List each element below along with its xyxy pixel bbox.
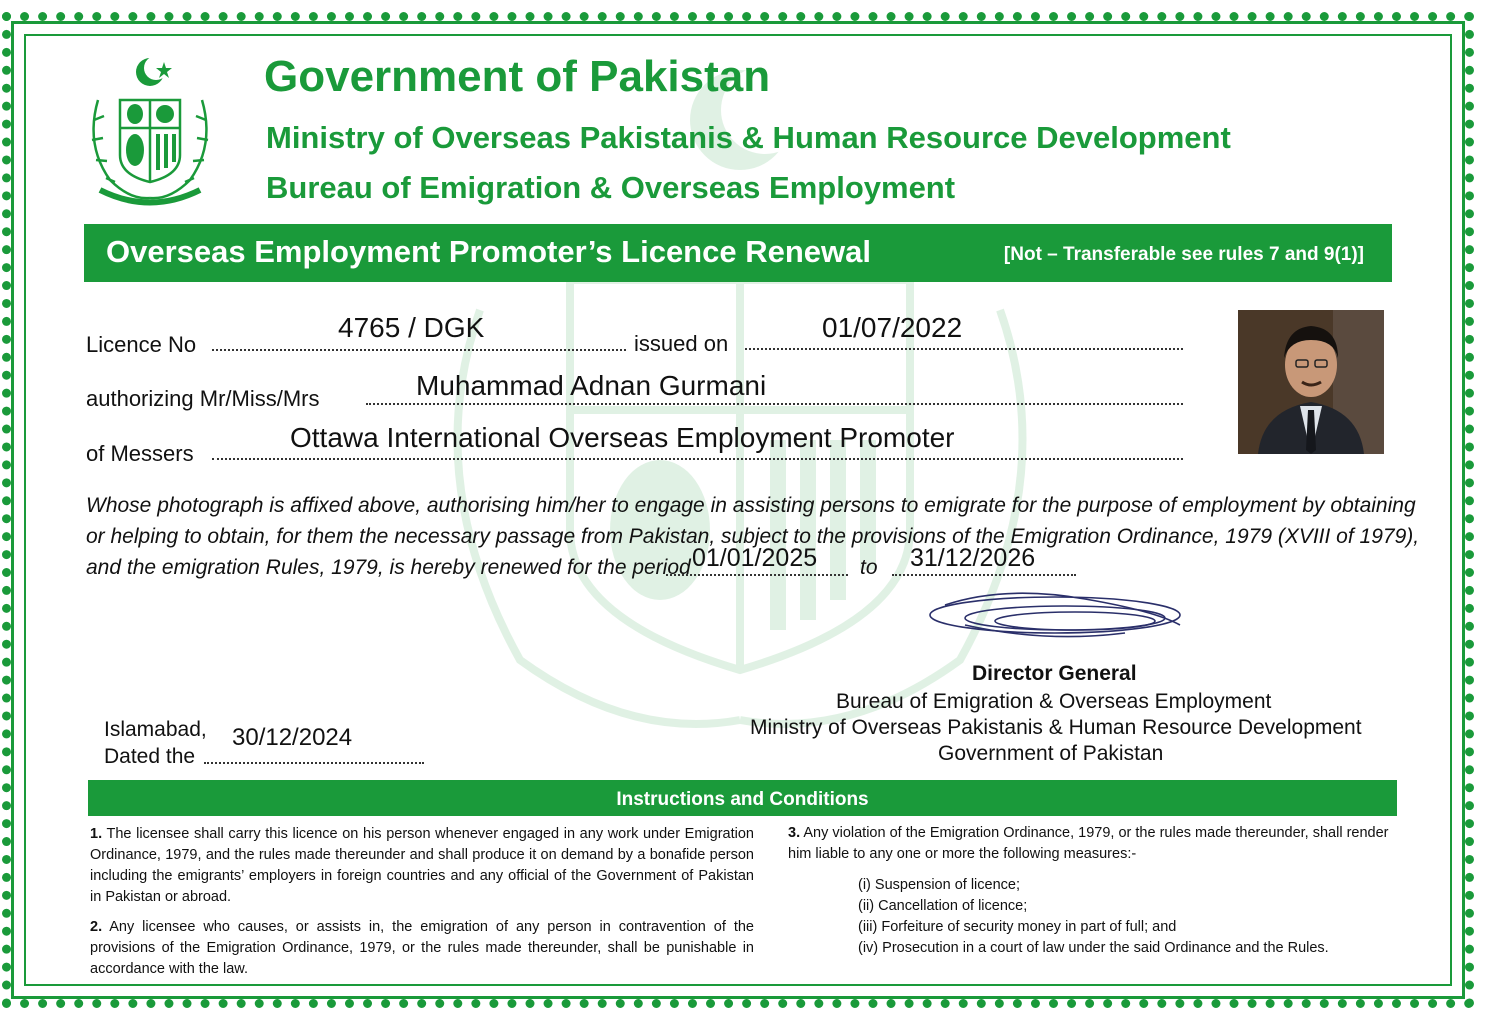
period-to-value: 31/12/2026 [910, 544, 1036, 572]
condition-1-text: The licensee shall carry this licence on his person whenever engaged in any work under Emigration Ordinance, 1979, and the rules made thereunder and shall produce it on demand by a bonafide person including the emigrants’ employers in foreign countries and any official of the Government of Pakistan in Pakistan or abroad. [90, 826, 754, 905]
banner-note: [Not – Transferable see rules 7 and 9(1)] [1003, 244, 1364, 265]
messers-dotted-line [212, 458, 1183, 460]
licence-no-label: Licence No [86, 332, 197, 357]
authorizing-label: authorizing Mr/Miss/Mrs [86, 386, 320, 411]
issued-on-value: 01/07/2022 [822, 312, 963, 343]
dated-dotted-line [204, 762, 424, 764]
licence-no-value: 4765 / DGK [338, 312, 485, 343]
messers-value: Ottawa International Overseas Employment Promoter [290, 422, 955, 453]
period-from-value: 01/01/2025 [692, 544, 818, 572]
messers-label: of Messers [86, 441, 194, 466]
condition-1 [90, 824, 754, 908]
licence-banner [84, 224, 1392, 282]
header-government: Government of Pakistan [264, 52, 771, 101]
condition-2-number: 2. [90, 919, 103, 935]
signatory-title: Director General [972, 662, 1137, 685]
instructions-heading: Instructions and Conditions [88, 780, 1397, 816]
dated-label: Dated the [104, 745, 196, 768]
period-from-dotted-line [666, 574, 848, 576]
period-to-word: to [860, 556, 878, 579]
authorizing-dotted-line [366, 403, 1183, 405]
condition-2-text: Any licensee who causes, or assists in, the emigration of any person in contravention of the provisions of the Emigration Ordinance, 1979, or the rules made thereunder, shall be punishable in accordance with the law. [90, 919, 754, 977]
authorizing-value: Muhammad Adnan Gurmani [416, 370, 767, 401]
authorisation-line-3: and the emigration Rules, 1979, is hereby renewed for the period [86, 556, 691, 579]
signatory-ministry: Ministry of Overseas Pakistanis & Human Resource Development [750, 716, 1362, 739]
authorisation-line-2: or helping to obtain, for them the necessary passage from Pakistan, subject to the provisions of the Emigration Ordinance, 1979 (XVIII of 1979), [86, 525, 1420, 548]
pakistan-state-emblem-icon [80, 50, 220, 210]
condition-3-number: 3. [788, 825, 801, 841]
period-to-dotted-line [892, 574, 1076, 576]
header-ministry: Ministry of Overseas Pakistanis & Human Resource Development [266, 120, 1231, 155]
signatory-government: Government of Pakistan [938, 742, 1164, 765]
header-bureau: Bureau of Emigration & Overseas Employment [266, 170, 956, 205]
applicant-photo [1238, 310, 1384, 454]
condition-3-text: Any violation of the Emigration Ordinance, 1979, or the rules made thereunder, shall render him liable to any one or more the following measures:- [788, 825, 1389, 862]
measure-item: (ii) Cancellation of licence; [858, 898, 1028, 914]
condition-3 [788, 823, 1402, 865]
dated-value: 30/12/2024 [232, 724, 353, 751]
director-signature-icon [925, 585, 1195, 655]
signatory-bureau: Bureau of Emigration & Overseas Employment [836, 690, 1272, 713]
issued-on-dotted-line [745, 348, 1183, 350]
applicant-photo-icon [1238, 310, 1384, 454]
banner-title: Overseas Employment Promoter’s Licence Renewal [106, 234, 871, 269]
authorisation-line-1: Whose photograph is affixed above, authorising him/her to engage in assisting persons to emigrate for the purpose of employment by obtaining [86, 494, 1416, 517]
licence-no-dotted-line [212, 349, 626, 351]
issued-on-label: issued on [634, 331, 729, 356]
condition-2 [90, 917, 754, 980]
condition-1-number: 1. [90, 826, 103, 842]
measure-item: (iv) Prosecution in a court of law under the said Ordinance and the Rules. [858, 940, 1329, 956]
measure-item: (i) Suspension of licence; [858, 877, 1020, 893]
place-label: Islamabad, [104, 718, 207, 741]
emblem-watermark-icon [380, 60, 1100, 760]
measure-item: (iii) Forfeiture of security money in part of full; and [858, 919, 1177, 935]
